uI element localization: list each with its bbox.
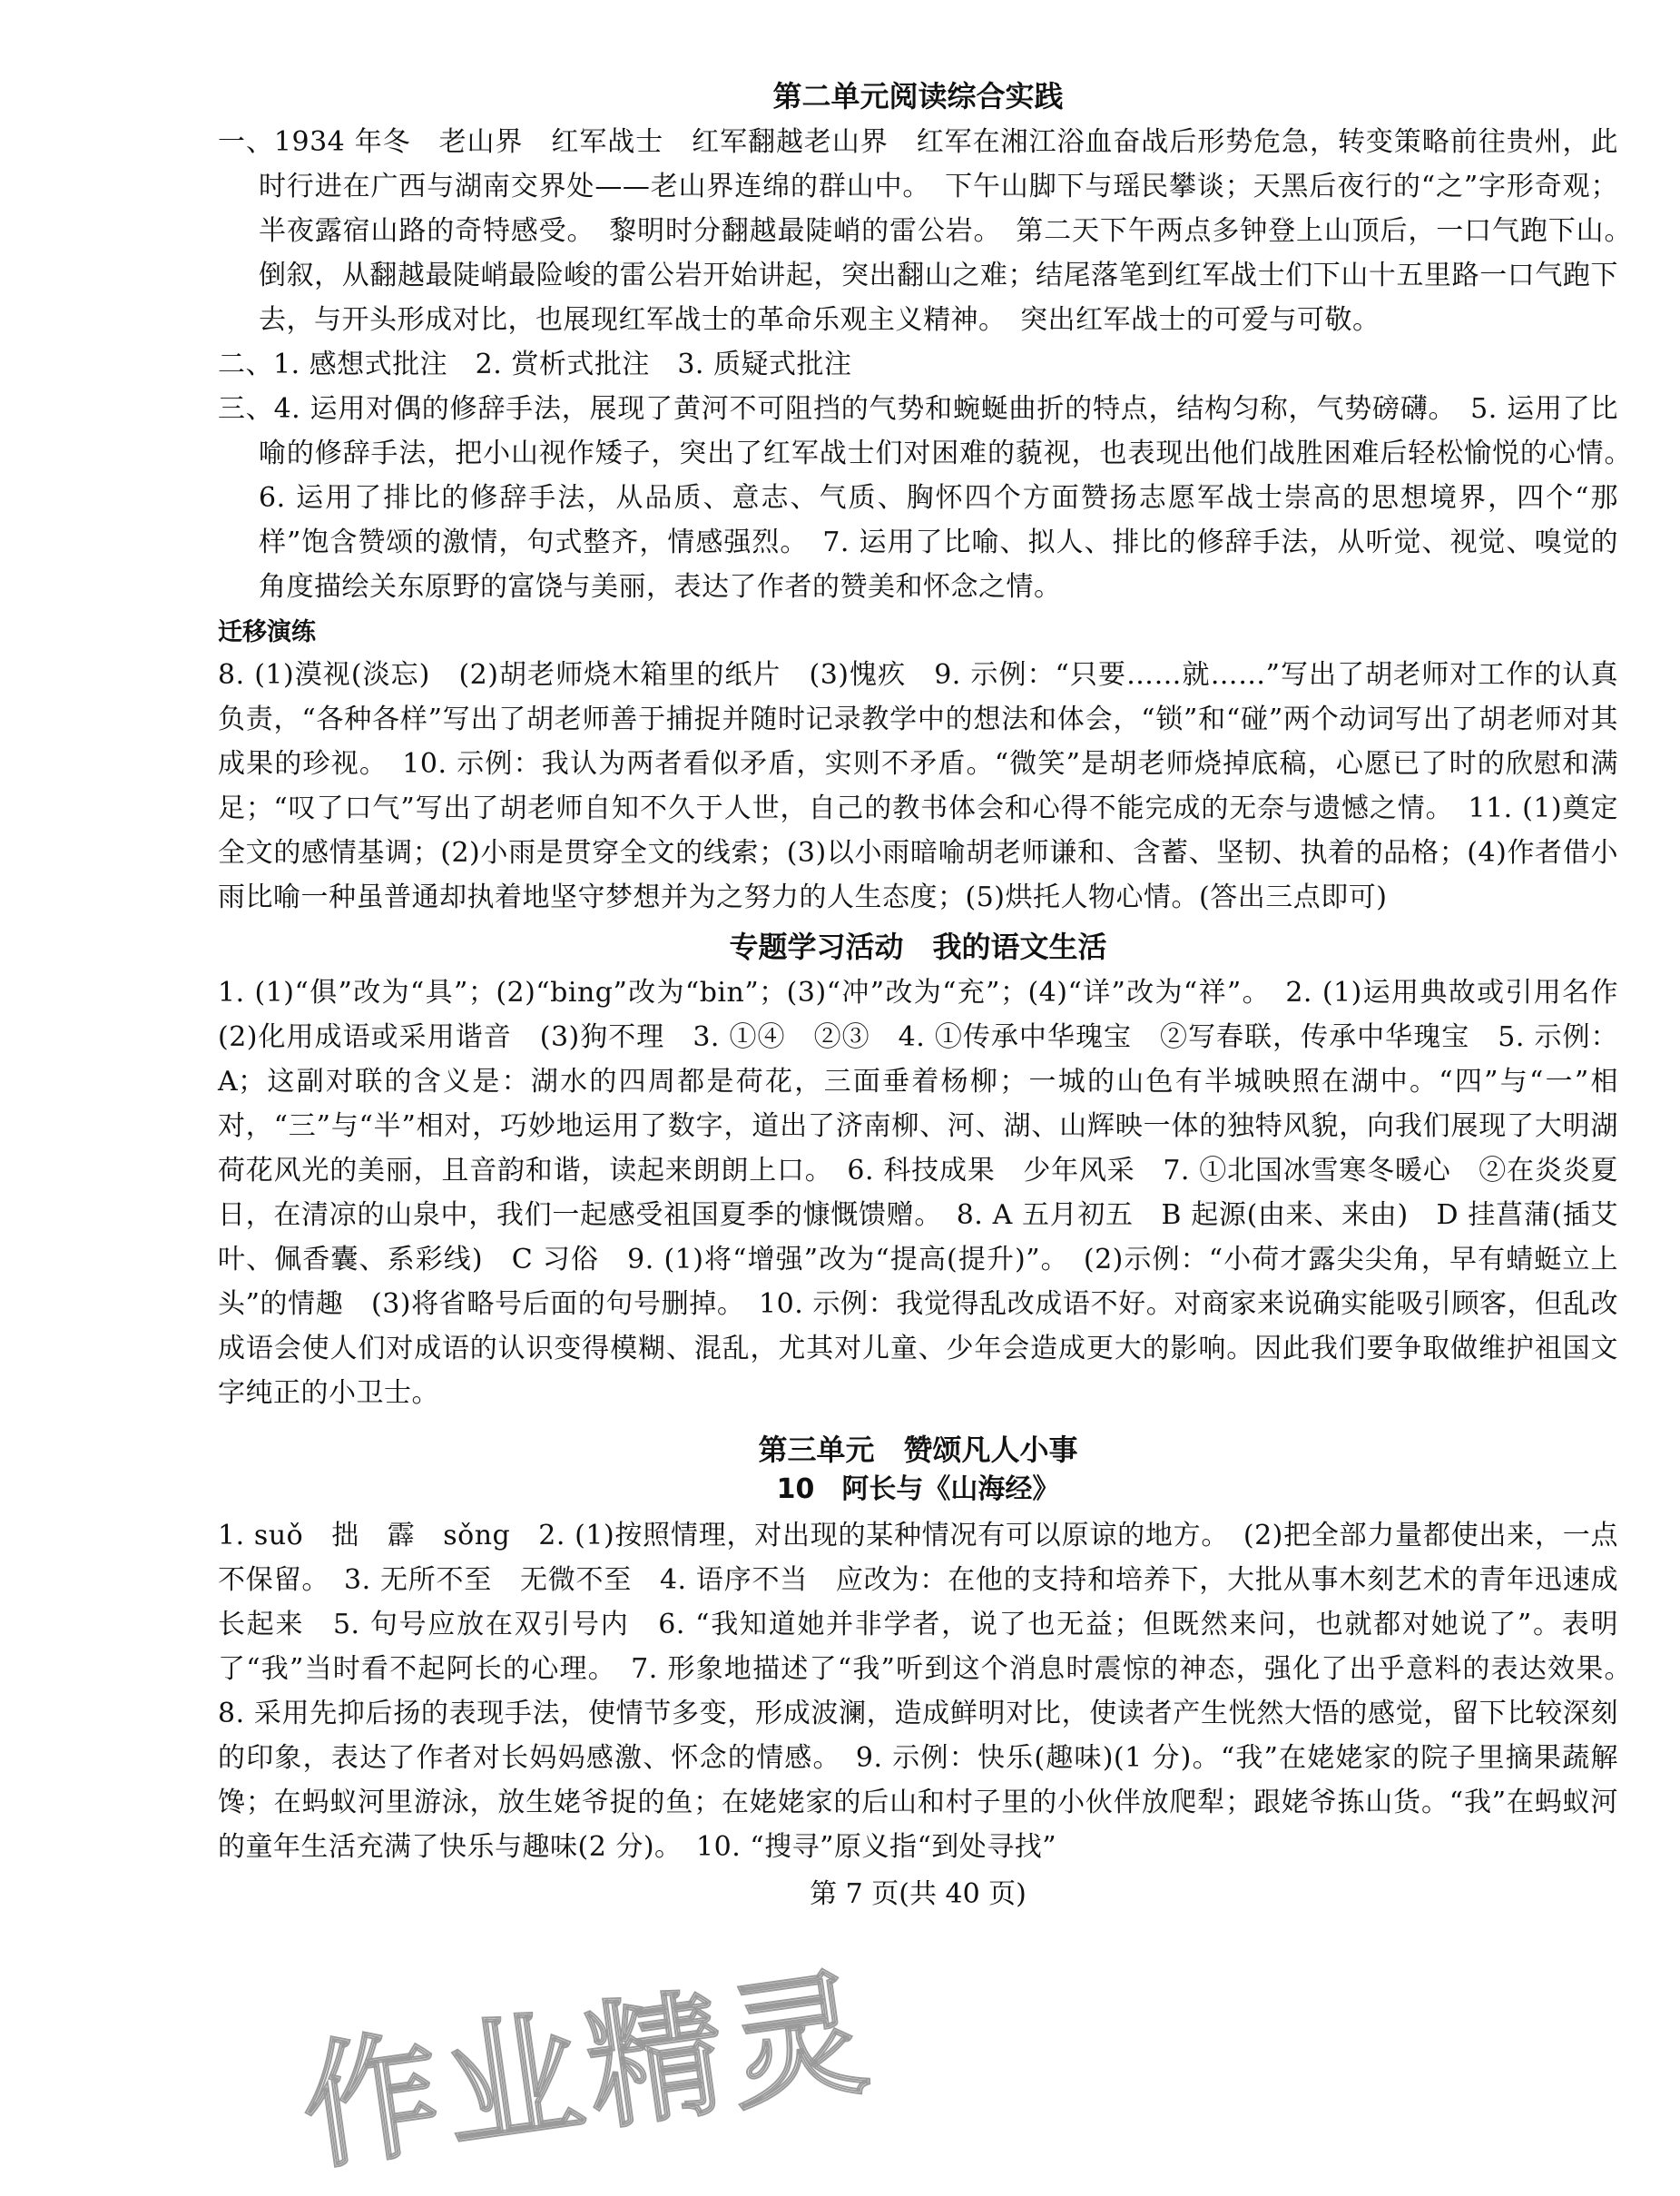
watermark-logo: 作业精灵 <box>292 1953 883 2190</box>
answer-block-3: 三、4. 运用对偶的修辞手法，展现了黄河不可阻挡的气势和蜿蜒曲折的特点，结构匀称，气势磅礴。 5. 运用了比喻的修辞手法，把小山视作矮子，突出了红军战士们对困难的藐视，也表现出他们战胜困难后轻松愉悦的心情。 6. 运用了排比的修辞手法，从品质、意志、气质、胸怀四个方面赞扬志愿军战士崇高的思想境界，四个“那样”饱含赞颂的激情，句式整齐，情感强烈。 7. 运用了比喻、拟人、排比的修辞手法，从听觉、视觉、嗅觉的角度描绘关东原野的富饶与美丽，表达了作者的赞美和怀念之情。 <box>218 393 1646 603</box>
unit3-title: 第三单元 赞颂凡人小事 <box>758 1433 1078 1467</box>
answer-block-2: 二、1. 感想式批注 2. 赏析式批注 3. 质疑式批注 <box>218 349 852 380</box>
special-topic-answers: 1. (1)“俱”改为“具”；(2)“bing”改为“bin”；(3)“冲”改为“充”；(4)“详”改为“祥”。 2. (1)运用典故或引用名作 (2)化用成语或采用谐音 (3)狗不理 3. ①④ ②③ 4. ①传承中华瑰宝 ②写春联，传承中华瑰宝 5. 示例：A；这副对联的含义是：湖水的四周都是荷花，三面垂着杨柳；一城的山色有半城映照在湖中。“四”与“一”相对，“三”与“半”相对，巧妙地运用了数字，道出了济南柳、河、湖、山辉映一体的独特风貌，向我们展现了大明湖荷花风光的美丽，且音韵和谐，读起来朗朗上口。 6. 科技成果 少年风采 7. ①北国冰雪寒冬暖心 ②在炎炎夏日，在清凉的山泉中，我们一起感受祖国夏季的慷慨馈赠。 8. A 五月初五 B 起源(由来、来由) D 挂菖蒲(插艾叶、佩香囊、系彩线) C 习俗 9. (1)将“增强”改为“提高(提升)”。 (2)示例：“小荷才露尖尖角，早有蜻蜓立上头”的情趣 (3)将省略号后面的句号删掉。 10. 示例：我觉得乱改成语不好。对商家来说确实能吸引顾客，但乱改成语会使人们对成语的认识变得模糊、混乱，尤其对儿童、少年会造成更大的影响。因此我们要争取做维护祖国文字纯正的小卫士。 <box>218 977 1646 1409</box>
lesson-answers: 1. suǒ 拙 霹 sǒng 2. (1)按照情理，对出现的某种情况有可以原谅的地方。 (2)把全部力量都使出来，一点不保留。 3. 无所不至 无微不至 4. 语序不当 应改为：在他的支持和培养下，大批从事木刻艺术的青年迅速成长起来 5. 句号应放在双引号内 6. “我知道她并非学者，说了也无益；但既然来问，也就都对她说了”。表明了“我”当时看不起阿长的心理。 7. 形象地描述了“我”听到这个消息时震惊的神态，强化了出乎意料的表达效果。 8. 采用先抑后扬的表现手法，使情节多变，形成波澜，造成鲜明对比，使读者产生恍然大悟的感觉，留下比较深刻的印象，表达了作者对长妈妈感激、怀念的情感。 9. 示例：快乐(趣味)(1 分)。“我”在姥姥家的院子里摘果蔬解馋；在蚂蚁河里游泳，放生姥爷捉的鱼；在姥姥家的后山和村子里的小伙伴放爬犁；跟姥爷拣山货。“我”在蚂蚁河的童年生活充满了快乐与趣味(2 分)。 10. “搜寻”原义指“到处寻找” <box>218 1520 1646 1863</box>
unit2-reading-title: 第二单元阅读综合实践 <box>772 79 1064 113</box>
transfer-practice-answers: 8. (1)漠视(淡忘) (2)胡老师烧木箱里的纸片 (3)愧疚 9. 示例：“只要……就……”写出了胡老师对工作的认真负责，“各种各样”写出了胡老师善于捕捉并随时记录教学中的想法和体会，“锁”和“碰”两个动词写出了胡老师对其成果的珍视。 10. 示例：我认为两者看似矛盾，实则不矛盾。“微笑”是胡老师烧掉底稿，心愿已了时的欣慰和满足；“叹了口气”写出了胡老师自知不久于人世，自己的教书体会和心得不能完成的无奈与遗憾之情。 11. (1)奠定全文的感情基调；(2)小雨是贯穿全文的线索；(3)以小雨暗喻胡老师谦和、含蓄、坚韧、执着的品格；(4)作者借小雨比喻一种虽普通却执着地坚守梦想并为之努力的人生态度；(5)烘托人物心情。(答出三点即可) <box>218 659 1618 913</box>
page-number: 第 7 页(共 40 页) <box>810 1878 1027 1910</box>
transfer-practice-heading: 迁移演练 <box>218 618 316 646</box>
answer-block-1: 一、1934 年冬 老山界 红军战士 红军翻越老山界 红军在湘江浴血奋战后形势危急，转变策略前往贵州，此时行进在广西与湖南交界处——老山界连绵的群山中。 下午山脚下与瑶民攀谈；天黑后夜行的“之”字形奇观；半夜露宿山路的奇特感受。 黎明时分翻越最陡峭的雷公岩。 第二天下午两点多钟登上山顶后，一口气跑下山。 倒叙，从翻越最陡峭最险峻的雷公岩开始讲起，突出翻山之难；结尾落笔到红军战士们下山十五里路一口气跑下去，与开头形成对比，也展现红军战士的革命乐观主义精神。 突出红军战士的可爱与可敬。 <box>218 126 1646 336</box>
special-topic-title: 专题学习活动 我的语文生活 <box>729 930 1107 964</box>
lesson-title: 10 阿长与《山海经》 <box>776 1473 1060 1505</box>
